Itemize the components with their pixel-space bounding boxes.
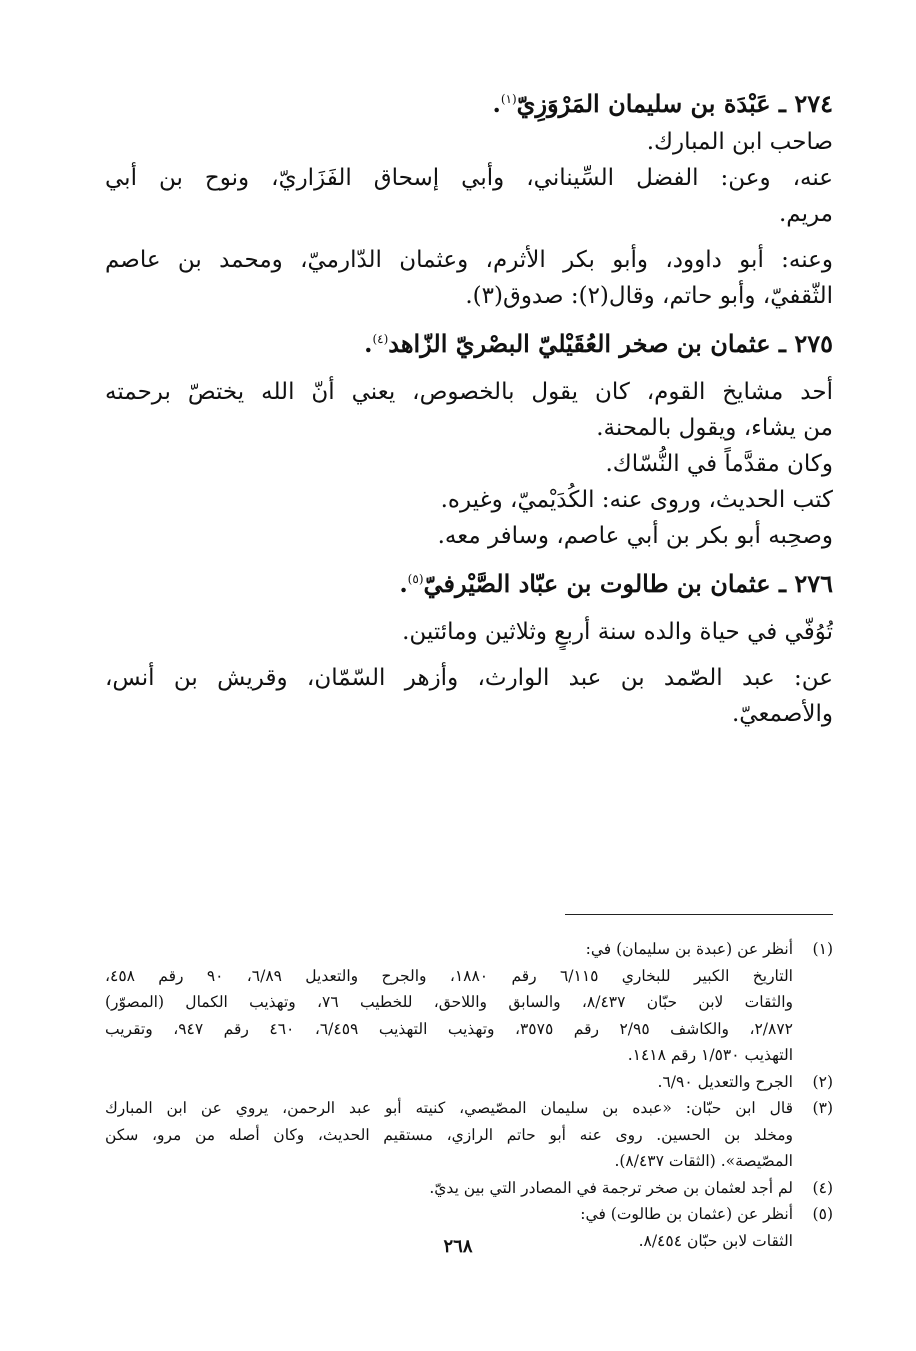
entry-text-line: أحد مشايخ القوم، كان يقول بالخصوص، يعني أنّ الله يختصّ برحمته xyxy=(105,379,833,405)
entry-text-line: صاحب ابن المبارك. xyxy=(646,129,833,155)
footnotes xyxy=(105,936,833,1254)
entry-title-274: ٢٧٤ ـ عَبْدَة بن سليمان المَرْوَزِيّ$^{(١)}$. xyxy=(492,89,833,118)
entry-text-line: الثّقفيّ، وأبو حاتم، وقال(٢): صدوق(٣). xyxy=(465,283,833,309)
entry-text-line: مريم. xyxy=(778,201,833,227)
entry-text-line: وصحِبه أبو بكر بن أبي عاصم، وسافر معه. xyxy=(437,523,833,549)
footnote-number: (٣) xyxy=(812,1099,833,1117)
entry-text-line: عن: عبد الصّمد بن عبد الوارث، وأزهر السّمّان، وقريش بن أنس، xyxy=(105,665,833,691)
footnote-ref: (١) xyxy=(500,92,517,106)
footnote-line: الثقات لابن حبّان ٨/٤٥٤. xyxy=(638,1231,793,1250)
footnote-number: (١) xyxy=(812,940,833,958)
footnote-number: (٢) xyxy=(812,1072,833,1091)
footnote-line: قال ابن حبّان: «عبده بن سليمان المصّيصي، كنيته أبو عبد الرحمن، يروي عن ابن المبارك xyxy=(105,1099,793,1117)
footnote-line: لم أجد لعثمان بن صخر ترجمة في المصادر التي بين يديّ. xyxy=(429,1178,793,1197)
footnote-line: أنظر عن (عثمان بن طالوت) في: xyxy=(580,1205,793,1223)
entry-title-275: ٢٧٥ ـ عثمان بن صخر العُقَيْليّ البصْريّ الزّاهد$^{(٤)}$. xyxy=(364,329,833,358)
footnote-2 xyxy=(105,1069,833,1096)
footnote-ref: (٤) xyxy=(372,332,389,346)
entry-text-line: والأصمعيّ. xyxy=(731,701,833,727)
entry-text-line: وكان مقدَّماً في النُّسّاك. xyxy=(605,451,833,477)
footnote-line: التهذيب ١/٥٣٠ رقم ١٤١٨. xyxy=(627,1046,793,1064)
footnote-ref: (٥) xyxy=(407,572,424,586)
entry-text-line: وعنه: أبو داوود، وأبو بكر الأثرم، وعثمان الدّارميّ، ومحمد بن عاصم xyxy=(105,247,833,273)
footnote-line: المصّيصة». (الثقات ٨/٤٣٧). xyxy=(614,1152,793,1170)
footnote-line: أنظر عن (عبدة بن سليمان) في: xyxy=(585,940,793,958)
entry-text-line: كتب الحديث، وروى عنه: الكُدَيْميّ، وغيره. xyxy=(440,487,833,513)
entry-text-line: تُوُفّي في حياة والده سنة أربعٍ وثلاثين ومائتين. xyxy=(402,619,833,645)
footnote-line: والثقات لابن حبّان ٨/٤٣٧، والسابق واللاحق، للخطيب ٧٦، وتهذيب الكمال (المصوّر) xyxy=(105,993,793,1011)
entry-text-line: من يشاء، ويقول بالمحنة. xyxy=(596,415,833,441)
footnote-3 xyxy=(105,1095,833,1175)
entry-title-276: ٢٧٦ ـ عثمان بن طالوت بن عبّاد الصَّيْرفيّ$^{(٥)}$. xyxy=(399,569,833,598)
footnote-line: الجرح والتعديل ٦/٩٠. xyxy=(657,1072,793,1091)
entry-text-line: عنه، وعن: الفضل السِّيناني، وأبي إسحاق الفَزَاريّ، ونوح بن أبي xyxy=(105,165,833,191)
footnote-number: (٤) xyxy=(812,1178,833,1197)
footnote-1 xyxy=(105,936,833,1069)
footnote-number: (٥) xyxy=(812,1205,833,1223)
footnote-line: التاريخ الكبير للبخاري ٦/١١٥ رقم ١٨٨٠، والجرح والتعديل ٦/٨٩، ٩٠ رقم ٤٥٨، xyxy=(105,966,793,985)
footnote-4 xyxy=(105,1175,833,1202)
footnote-separator xyxy=(565,914,833,915)
page-number: ٢٦٨ xyxy=(443,1236,473,1257)
footnote-line: ٢/٨٧٢، والكاشف ٢/٩٥ رقم ٣٥٧٥، وتهذيب التهذيب ٦/٤٥٩، ٤٦٠ رقم ٩٤٧، وتقريب xyxy=(105,1019,793,1038)
footnote-line: ومخلد بن الحسين. روى عنه أبو حاتم الرازي، مستقيم الحديث، وكان أصله من مرو، سكن xyxy=(105,1125,793,1144)
